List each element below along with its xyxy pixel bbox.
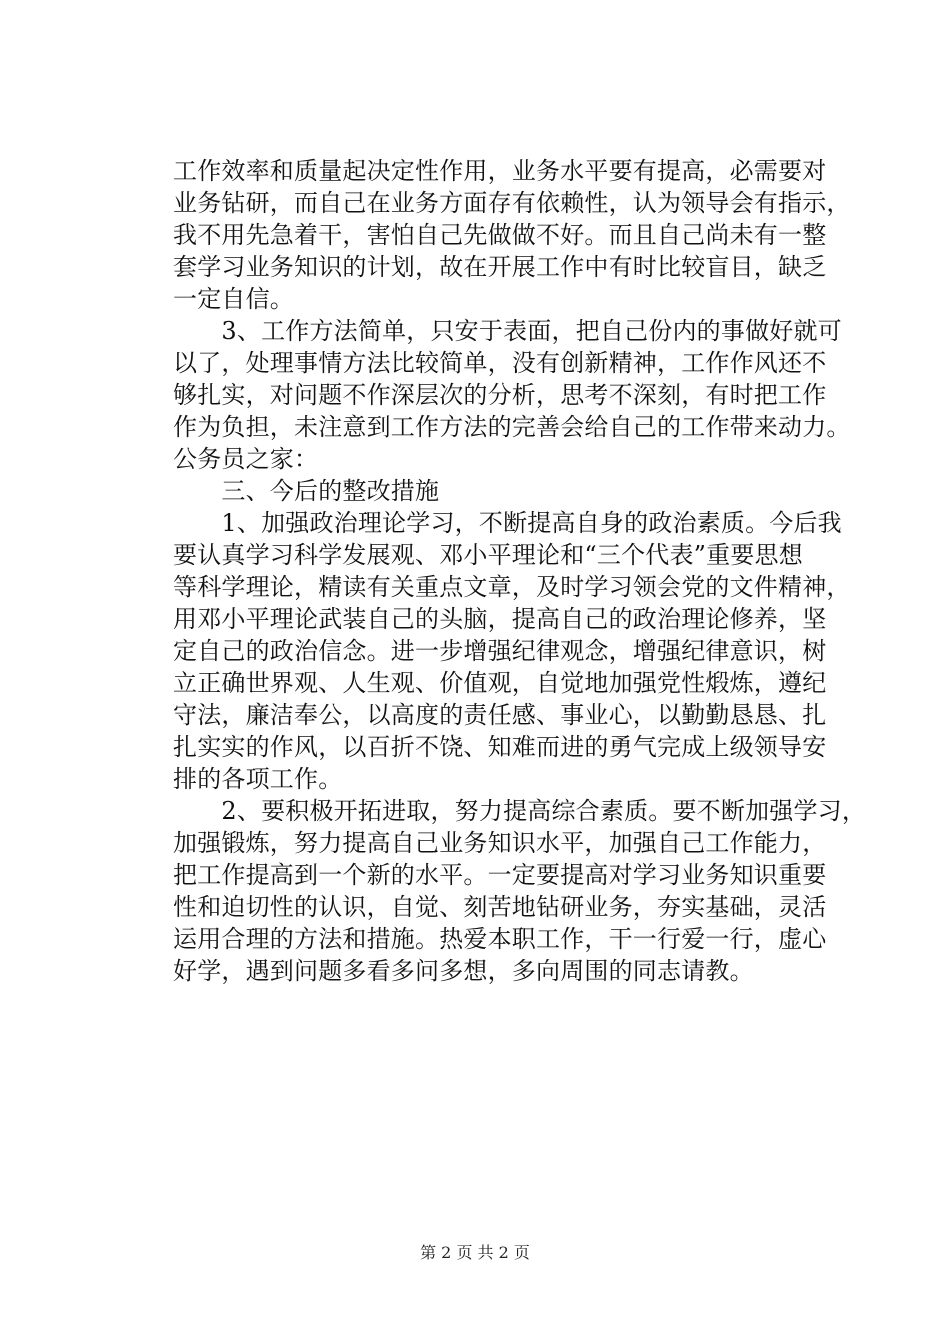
text-line: 一定自信。 (173, 285, 294, 313)
text-line: 等科学理论，精读有关重点文章，及时学习领会党的文件精神， (173, 573, 851, 601)
text-line: 以了，处理事情方法比较简单，没有创新精神，工作作风还不 (173, 349, 827, 377)
text-line: 1、加强政治理论学习，不断提高自身的政治素质。今后我 (173, 509, 842, 537)
text-line: 运用合理的方法和措施。热爱本职工作，干一行爱一行，虚心 (173, 925, 827, 953)
text-line: 立正确世界观、人生观、价值观，自觉地加强党性煅炼，遵纪 (173, 669, 827, 697)
text-line: 性和迫切性的认识，自觉、刻苦地钻研业务，夯实基础，灵活 (173, 893, 827, 921)
text-line: 套学习业务知识的计划，故在开展工作中有时比较盲目，缺乏 (173, 253, 827, 281)
section-heading: 三、今后的整改措施 (173, 477, 440, 505)
document-body (173, 155, 867, 987)
text-line: 公务员之家： (173, 445, 319, 473)
text-line: 我不用先急着干，害怕自己先做做不好。而且自己尚未有一整 (173, 221, 827, 249)
page-footer (0, 1242, 950, 1264)
text-line: 作为负担，未注意到工作方法的完善会给自己的工作带来动力。 (173, 413, 851, 441)
text-line: 扎实实的作风，以百折不饶、知难而进的勇气完成上级领导安 (173, 733, 827, 761)
text-line: 够扎实，对问题不作深层次的分析，思考不深刻，有时把工作 (173, 381, 827, 409)
text-line: 定自己的政治信念。进一步增强纪律观念，增强纪律意识，树 (173, 637, 827, 665)
text-line: 把工作提高到一个新的水平。一定要提高对学习业务知识重要 (173, 861, 827, 889)
text-line: 工作效率和质量起决定性作用，业务水平要有提高，必需要对 (173, 157, 827, 185)
text-line: 守法，廉洁奉公，以高度的责任感、事业心，以勤勤恳恳、扎 (173, 701, 827, 729)
text-line: 2、要积极开拓进取，努力提高综合素质。要不断加强学习， (173, 797, 867, 825)
text-line: 加强锻炼，努力提高自己业务知识水平，加强自己工作能力， (173, 829, 827, 857)
text-line: 3、工作方法简单，只安于表面，把自己份内的事做好就可 (173, 317, 842, 345)
text-line: 要认真学习科学发展观、邓小平理论和“三个代表”重要思想 (173, 541, 803, 569)
text-line: 业务钻研，而自己在业务方面存有依赖性，认为领导会有指示， (173, 189, 851, 217)
text-line: 好学，遇到问题多看多问多想，多向周围的同志请教。 (173, 957, 754, 985)
text-line: 排的各项工作。 (173, 765, 343, 793)
page-number: 第 2 页 共 2 页 (420, 1243, 530, 1262)
text-line: 用邓小平理论武装自己的头脑，提高自己的政治理论修养，坚 (173, 605, 827, 633)
